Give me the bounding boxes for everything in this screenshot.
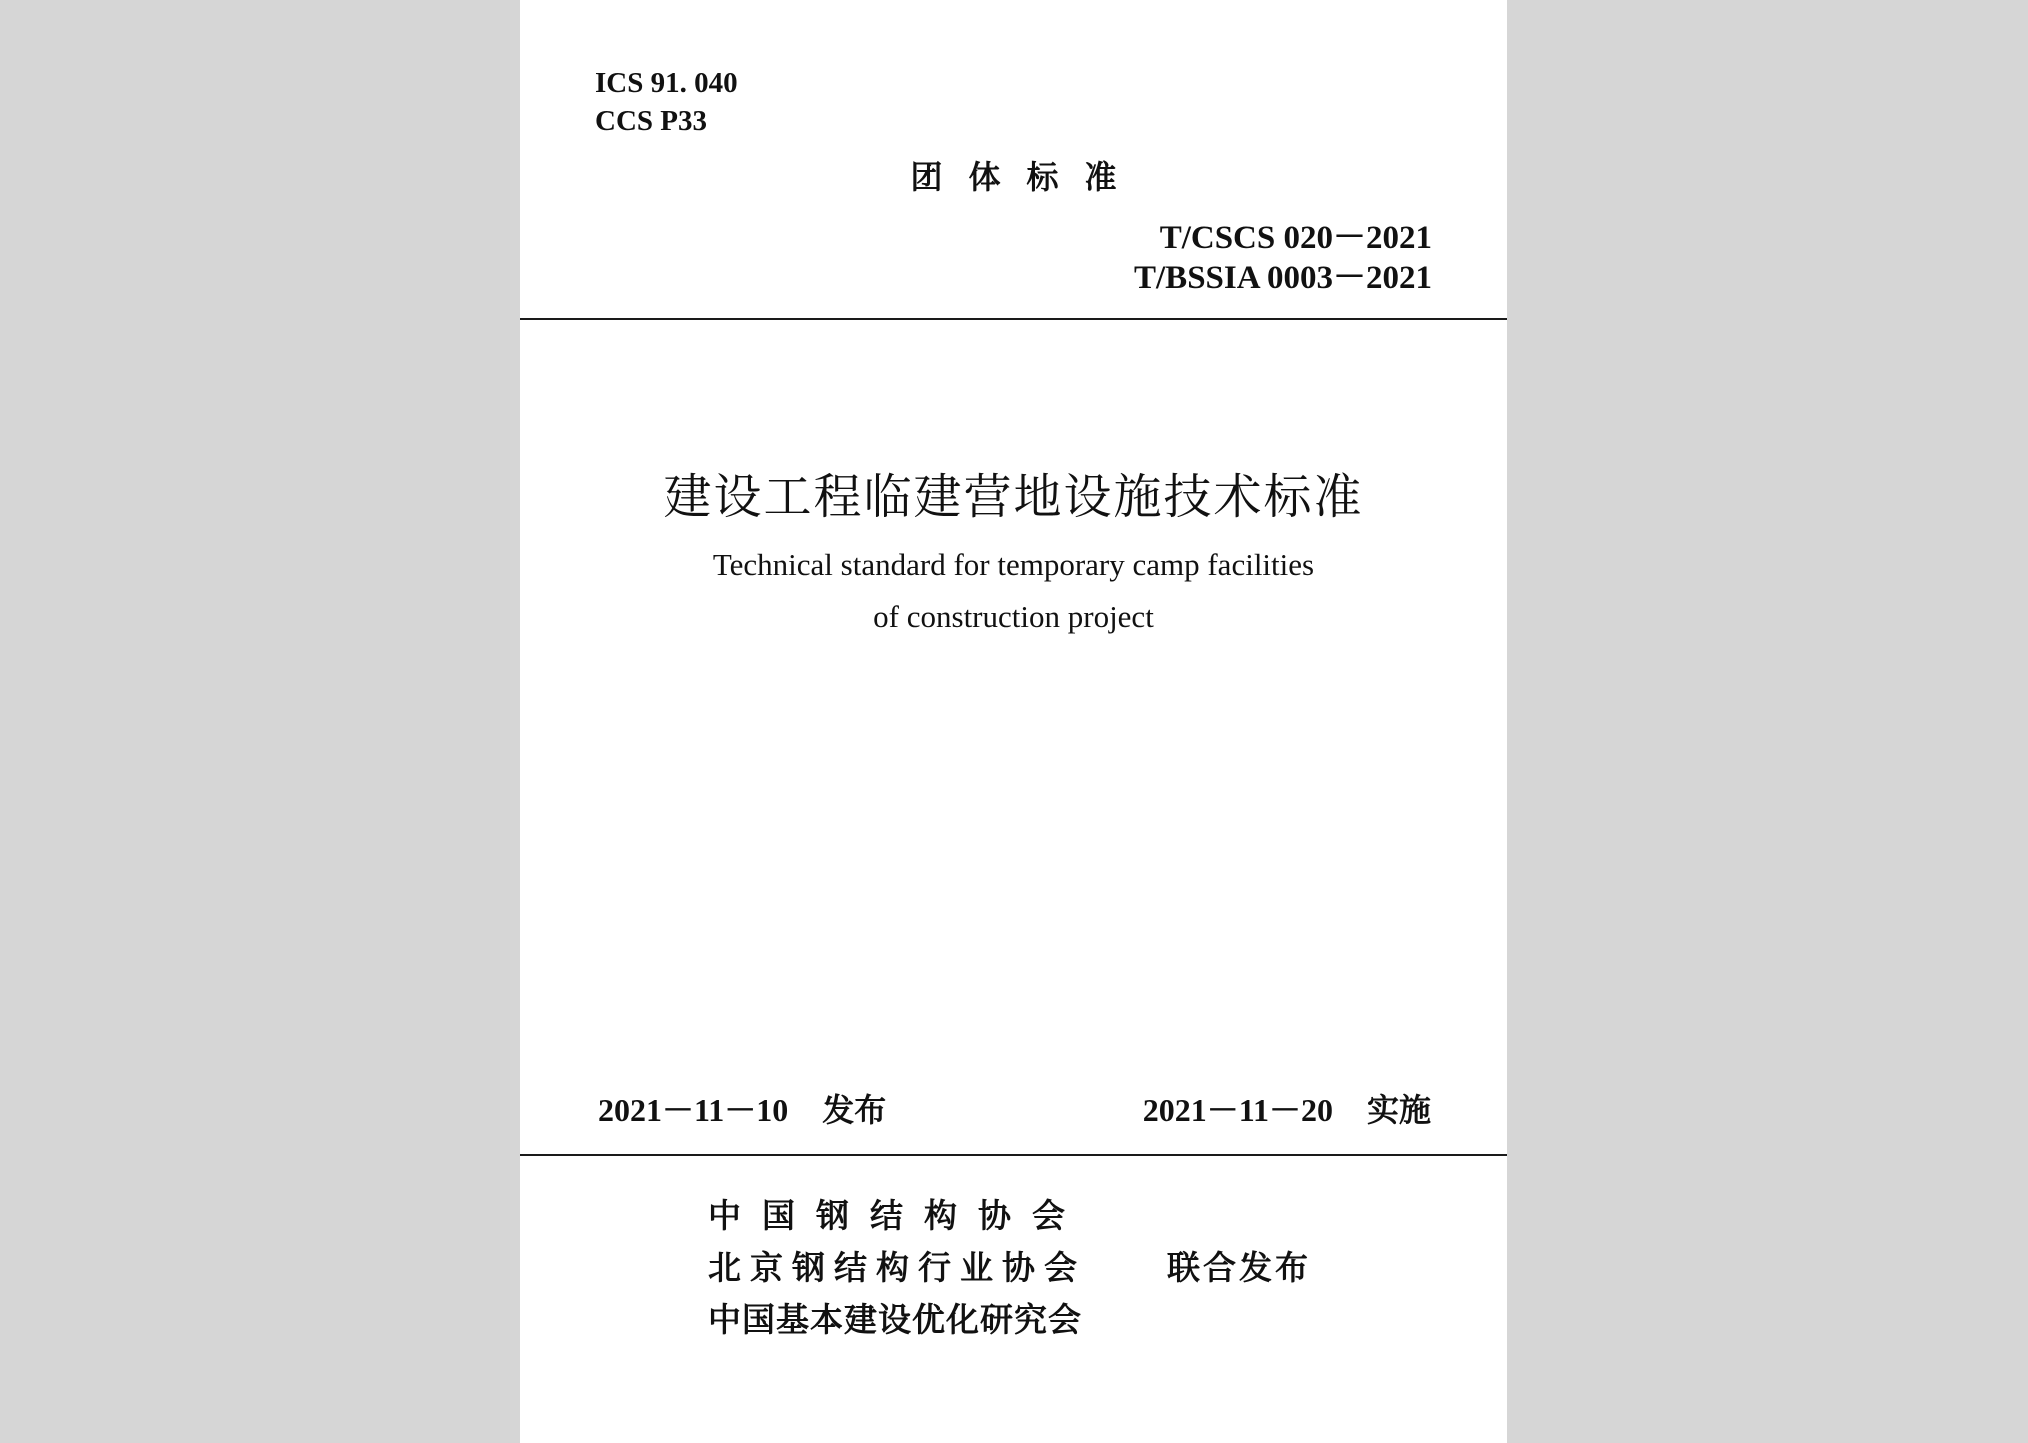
standard-number-cscs: T/CSCS 020－2021 bbox=[1159, 220, 1432, 256]
effective-date: 2021－11－20 bbox=[1142, 1092, 1333, 1128]
joint-release-label: 联合发布 bbox=[1167, 1248, 1311, 1287]
release-info bbox=[598, 1085, 886, 1131]
standard-number-bssia: T/BSSIA 0003－2021 bbox=[1134, 260, 1432, 296]
standard-cover-page bbox=[520, 0, 1507, 1443]
title-english bbox=[520, 539, 1507, 643]
title-english-line1: Technical standard for temporary camp facilities bbox=[712, 547, 1315, 582]
publisher-list bbox=[708, 1190, 1086, 1346]
ccs-code: CCS P33 bbox=[595, 105, 707, 137]
publisher-item: 中国钢结构协会 bbox=[708, 1196, 1086, 1235]
effective-label: 实施 bbox=[1366, 1091, 1431, 1129]
classification-codes bbox=[595, 64, 738, 140]
title-english-line2: of construction project bbox=[873, 599, 1154, 634]
standard-category: 团体标准 bbox=[910, 158, 1143, 196]
release-date: 2021－11－10 bbox=[598, 1092, 789, 1128]
standard-numbers bbox=[1134, 218, 1432, 298]
publisher-item: 北京钢结构行业协会 bbox=[708, 1248, 1086, 1287]
title-chinese: 建设工程临建营地设施技术标准 bbox=[663, 469, 1364, 525]
ics-code: ICS 91. 040 bbox=[595, 67, 738, 99]
top-divider bbox=[520, 318, 1507, 320]
effective-info bbox=[1143, 1085, 1431, 1131]
release-label: 发布 bbox=[822, 1091, 887, 1129]
bottom-divider bbox=[520, 1154, 1507, 1156]
publisher-item: 中国基本建设优化研究会 bbox=[708, 1300, 1082, 1339]
